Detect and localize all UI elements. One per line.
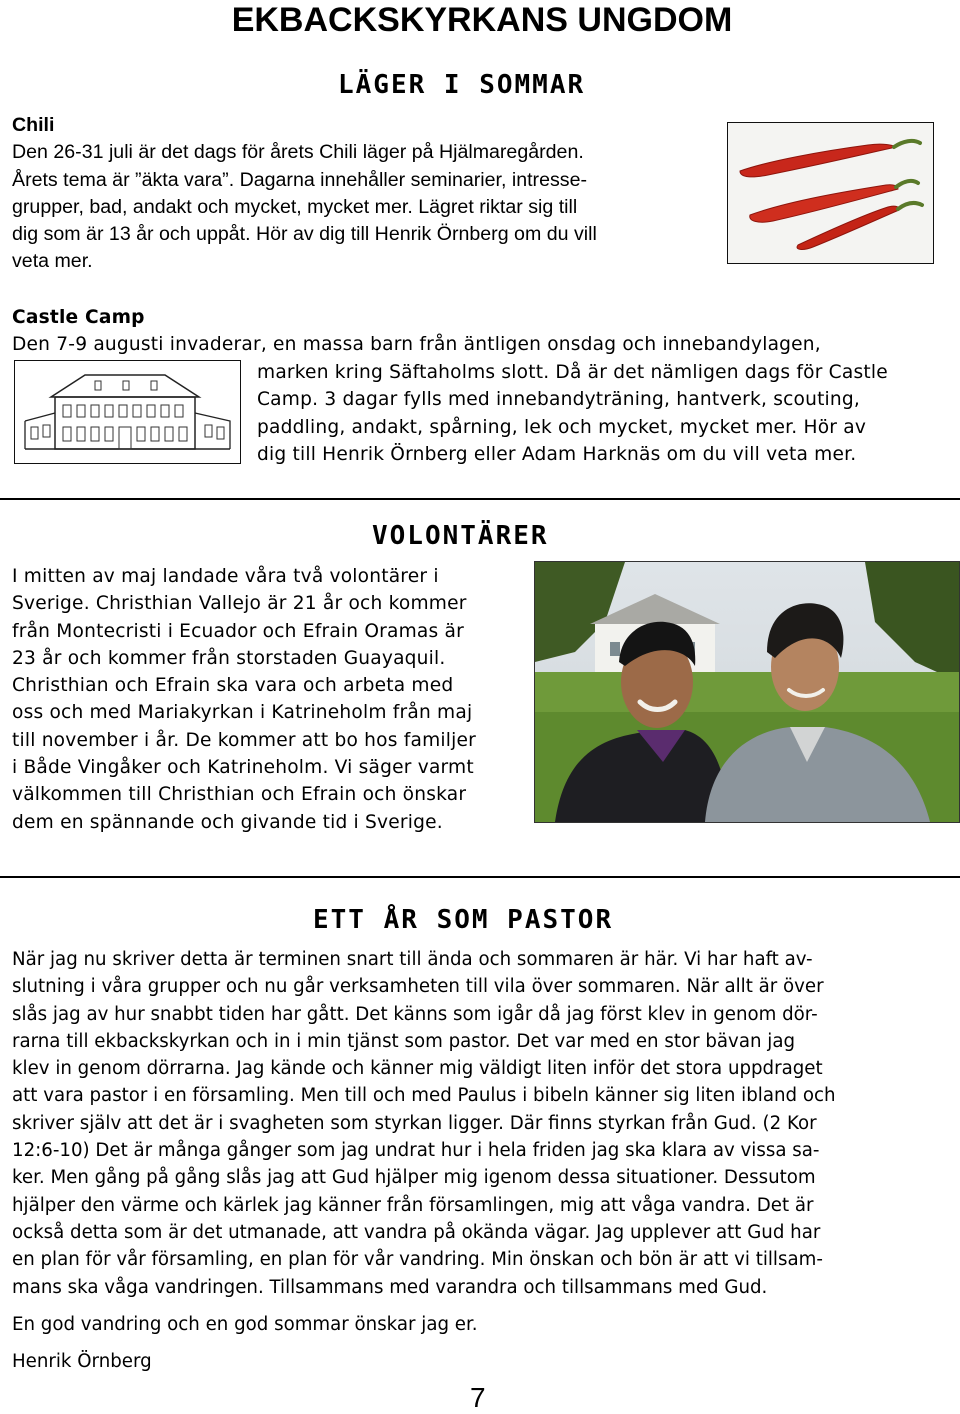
castle-line: Camp. 3 dagar fylls med innebandyträning, hantverk, scouting, [257,389,861,411]
page-number: 7 [470,1382,486,1413]
volunteers-photo [534,561,960,823]
castle-illustration [14,360,241,464]
pastor-line: slutning i våra grupper och nu går verksamheten till vila över sommaren. När allt är över [12,976,824,998]
volontarer-line: välkommen till Christhian och Efrain och önskar [12,784,467,806]
volontarer-line: Christhian och Efrain ska vara och arbeta med [12,675,454,697]
chili-line: Årets tema är ”äkta vara”. Dagarna innehåller seminarier, intresse- [12,168,587,191]
pastor-line: en plan för vår församling, en plan för vår vandring. Min önskan och bön är att vi tillsam- [12,1249,823,1271]
section-heading-pastor: ETT ÅR SOM PASTOR [313,905,614,935]
chili-section [12,112,597,276]
chili-line: veta mer. [12,250,93,273]
volontarer-line: dem en spännande och givande tid i Sverige. [12,811,443,833]
chili-line: Den 26-31 juli är det dags för årets Chili läger på Hjälmaregården. [12,141,584,164]
chili-subheading: Chili [12,114,55,136]
pastor-line: mans ska våga vandringen. Tillsammans med varandra och tillsammans med Gud. [12,1276,768,1298]
castle-subheading: Castle Camp [12,307,145,328]
section-heading-lager: LÄGER I SOMMAR [338,70,586,100]
section-divider [0,876,960,878]
pastor-line: 12:6-10) Det är många gånger som jag undrat hur i hela friden jag ska klara av vissa sa- [12,1140,820,1162]
pastor-line: slås jag av hur snabbt tiden har gått. Det känns som igår då jag först klev in genom dör- [12,1003,818,1025]
castle-line: dig till Henrik Örnberg eller Adam Harknäs om du vill veta mer. [257,443,857,465]
pastor-line: ker. Men gång på gång slås jag att Gud hjälper mig igenom dessa situationer. Dessutom [12,1167,816,1189]
section-heading-volontarer: VOLONTÄRER [372,521,549,551]
castle-line: Den 7-9 augusti invaderar, en massa barn från äntligen onsdag och innebandylagen, [12,334,821,356]
pastor-line: När jag nu skriver detta är terminen snart till ända och sommaren är här. Vi har haft av- [12,949,813,970]
volontarer-text [12,563,476,836]
pastor-line: att vara pastor i en församling. Men till och med Paulus i bibeln känner sig liten ibland och [12,1085,836,1107]
volontarer-line: i Både Vingåker och Katrineholm. Vi säger varmt [12,757,474,779]
pastor-line: rarna till ekbackskyrkan och in i min tjänst som pastor. Det var med en stor bävan jag [12,1030,796,1052]
chili-line: dig som är 13 år och uppåt. Hör av dig till Henrik Örnberg om du vill [12,223,597,246]
pastor-closing: En god vandring och en god sommar önskar jag er. [12,1314,478,1335]
castle-line: marken kring Säftaholms slott. Då är det nämligen dags för Castle [257,362,888,383]
pastor-line: klev in genom dörrarna. Jag kände och känner mig väldigt liten inför det stora uppdraget [12,1058,823,1080]
castle-line: paddling, andakt, spårning, lek och mycket, mycket mer. Hör av [257,416,867,438]
castle-camp-wrapped-text [257,359,888,468]
volontarer-line: till november i år. De kommer att bo hos familjer [12,729,476,751]
page-title: EKBACKSKYRKANS UNGDOM [231,1,733,39]
volontarer-line: Sverige. Christhian Vallejo är 21 år och kommer [12,593,467,615]
pastor-line: hjälper den värme och kärlek jag känner från församlingen, mig att våga vandra. Det är [12,1194,814,1216]
volontarer-line: 23 år och kommer från storstaden Guayaquil. [12,647,446,669]
chili-peppers-photo [727,122,934,264]
pastor-line: också detta som är det utmanade, att vandra på okända vägar. Jag upplever att Gud har [12,1221,821,1243]
volontarer-line: I mitten av maj landade våra två volontärer i [12,566,439,587]
castle-camp-section [12,304,821,359]
volontarer-line: oss och med Mariakyrkan i Katrineholm från maj [12,702,473,724]
section-divider [0,498,960,500]
chili-line: grupper, bad, andakt och mycket, mycket mer. Lägret riktar sig till [12,195,578,218]
pastor-text [12,946,835,1301]
pastor-signature: Henrik Örnberg [12,1351,152,1372]
pastor-line: skriver själv att det är i svagheten som styrkan ligger. Där finns styrkan från Gud. (2 Kor [12,1112,817,1134]
volontarer-line: från Montecristi i Ecuador och Efrain Oramas är [12,620,464,642]
